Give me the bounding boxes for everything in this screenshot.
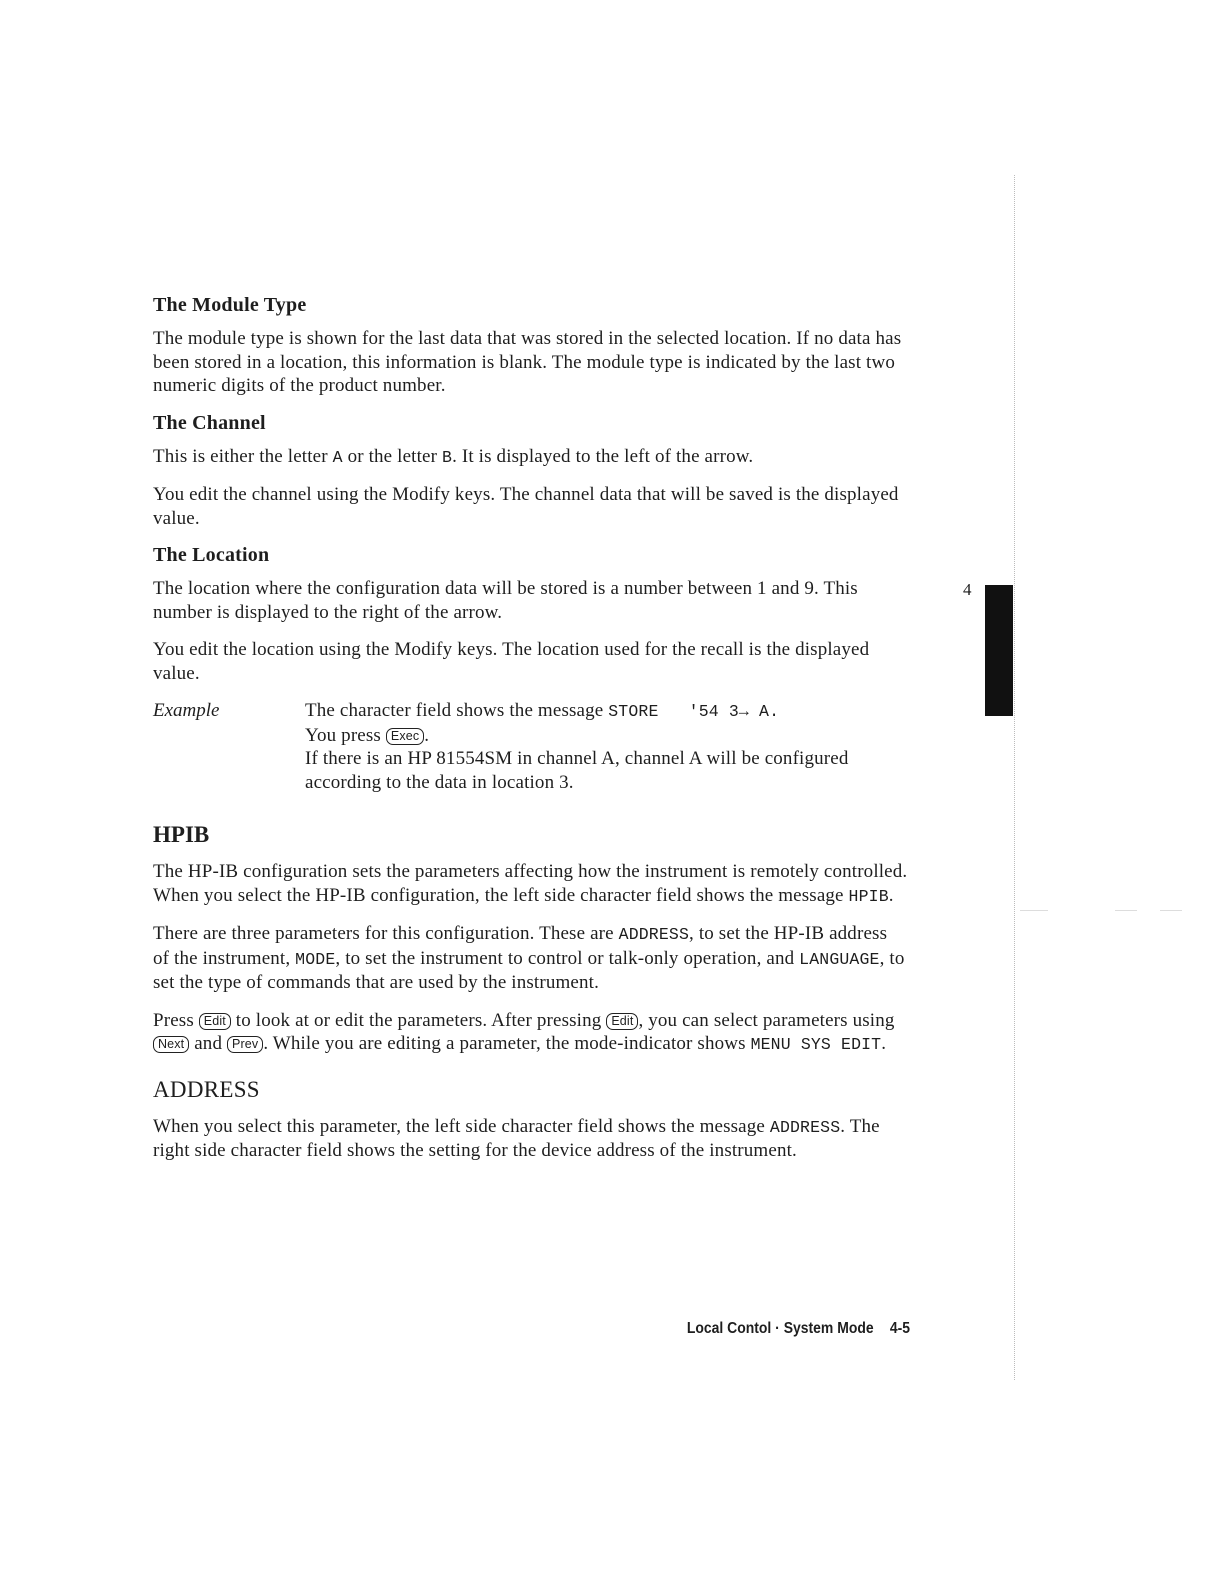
- text-run: or the letter: [342, 445, 442, 467]
- display-message: ADDRESS: [769, 1117, 841, 1137]
- heading-channel: The Channel: [153, 411, 266, 434]
- prev-key: Prev: [227, 1036, 263, 1053]
- param-language: LANGUAGE: [799, 949, 880, 969]
- text-run: to look at or edit the parameters. After pressing: [230, 1009, 607, 1031]
- heading-location: The Location: [153, 544, 270, 566]
- text-run: Press: [153, 1009, 199, 1031]
- text-run: , you can select parameters using: [638, 1009, 895, 1031]
- display-message: HPIB: [848, 886, 889, 906]
- chapter-tab-marker: [985, 585, 1013, 716]
- example-line-1: [305, 699, 908, 724]
- heading-address: ADDRESS: [153, 1076, 260, 1102]
- scan-mark: [1160, 910, 1182, 911]
- example-block: [153, 699, 908, 794]
- text-run: The HP-IB configuration sets the parameters affecting how the instrument is remotely controlled. When you select the HP-IB configuration, the left side character field shows the message: [153, 861, 908, 906]
- page-number: 4-5: [889, 1320, 910, 1337]
- scan-mark: [1020, 910, 1048, 911]
- text-run: , to set the HP-IB address of the instrument,: [153, 923, 888, 969]
- example-label: Example: [153, 700, 220, 721]
- edit-key: Edit: [606, 1013, 638, 1030]
- scan-mark: [1115, 910, 1137, 911]
- text-run: and: [189, 1033, 227, 1054]
- display-letter-b: B: [442, 447, 453, 467]
- text-run: . The right side character field shows the setting for the device address of the instrument.: [153, 1115, 880, 1161]
- text-run: .: [888, 884, 894, 906]
- page-content: [153, 294, 908, 1177]
- footer-title: Local Contol · System Mode: [686, 1320, 874, 1337]
- text-run: The character field shows the message: [305, 700, 609, 721]
- exec-key: Exec: [386, 728, 424, 745]
- display-message: STORE '54 3→ A.: [608, 702, 780, 721]
- heading-hpib: HPIB: [153, 822, 210, 847]
- text-run: This is either the letter: [153, 445, 333, 467]
- address-paragraph-1: [153, 1115, 908, 1163]
- hpib-paragraph-1: [153, 860, 908, 908]
- channel-paragraph-2: You edit the channel using the Modify keys. The channel data that will be saved is the displayed value.: [153, 484, 899, 529]
- location-paragraph-1: The location where the configuration data will be stored is a number between 1 and 9. This number is displayed to the right of the arrow.: [153, 578, 858, 623]
- hpib-paragraph-2: [153, 922, 908, 995]
- param-address: ADDRESS: [618, 925, 690, 944]
- edit-key: Edit: [199, 1013, 231, 1030]
- text-run: . It is displayed to the left of the arrow.: [452, 445, 754, 467]
- text-run: , to set the instrument to control or talk-only operation, and: [335, 947, 800, 969]
- example-body: [305, 699, 908, 794]
- module-type-paragraph: The module type is shown for the last data that was stored in the selected location. If no data has been stored in a location, this information is blank. The module type is indicated by the last two numeric digits of the product number.: [153, 328, 902, 396]
- text-run: . While you are editing a parameter, the mode-indicator shows: [263, 1033, 751, 1054]
- text-run: You press: [305, 724, 386, 746]
- text-run: When you select this parameter, the left side character field shows the message: [153, 1115, 770, 1137]
- hpib-paragraph-3: [153, 1009, 908, 1057]
- channel-paragraph-1: [153, 445, 908, 470]
- heading-module-type: The Module Type: [153, 294, 307, 316]
- param-mode: MODE: [295, 949, 336, 969]
- text-run: There are three parameters for this configuration. These are: [153, 923, 619, 944]
- example-line-2: [305, 724, 908, 748]
- chapter-tab-number: 4: [963, 580, 972, 599]
- example-line-3: If there is an HP 81554SM in channel A, channel A will be configured according to the data in location 3.: [305, 748, 849, 793]
- display-message: MENU SYS EDIT: [750, 1035, 882, 1054]
- text-run: .: [424, 724, 430, 746]
- display-letter-a: A: [332, 447, 343, 467]
- page-footer: [631, 1320, 910, 1338]
- next-key: Next: [153, 1036, 189, 1053]
- text-run: .: [881, 1033, 887, 1054]
- text-run: , to set the type of commands that are used by the instrument.: [153, 947, 905, 993]
- location-paragraph-2: You edit the location using the Modify keys. The location used for the recall is the displayed value.: [153, 639, 870, 684]
- page-edge-line: [1014, 175, 1015, 1380]
